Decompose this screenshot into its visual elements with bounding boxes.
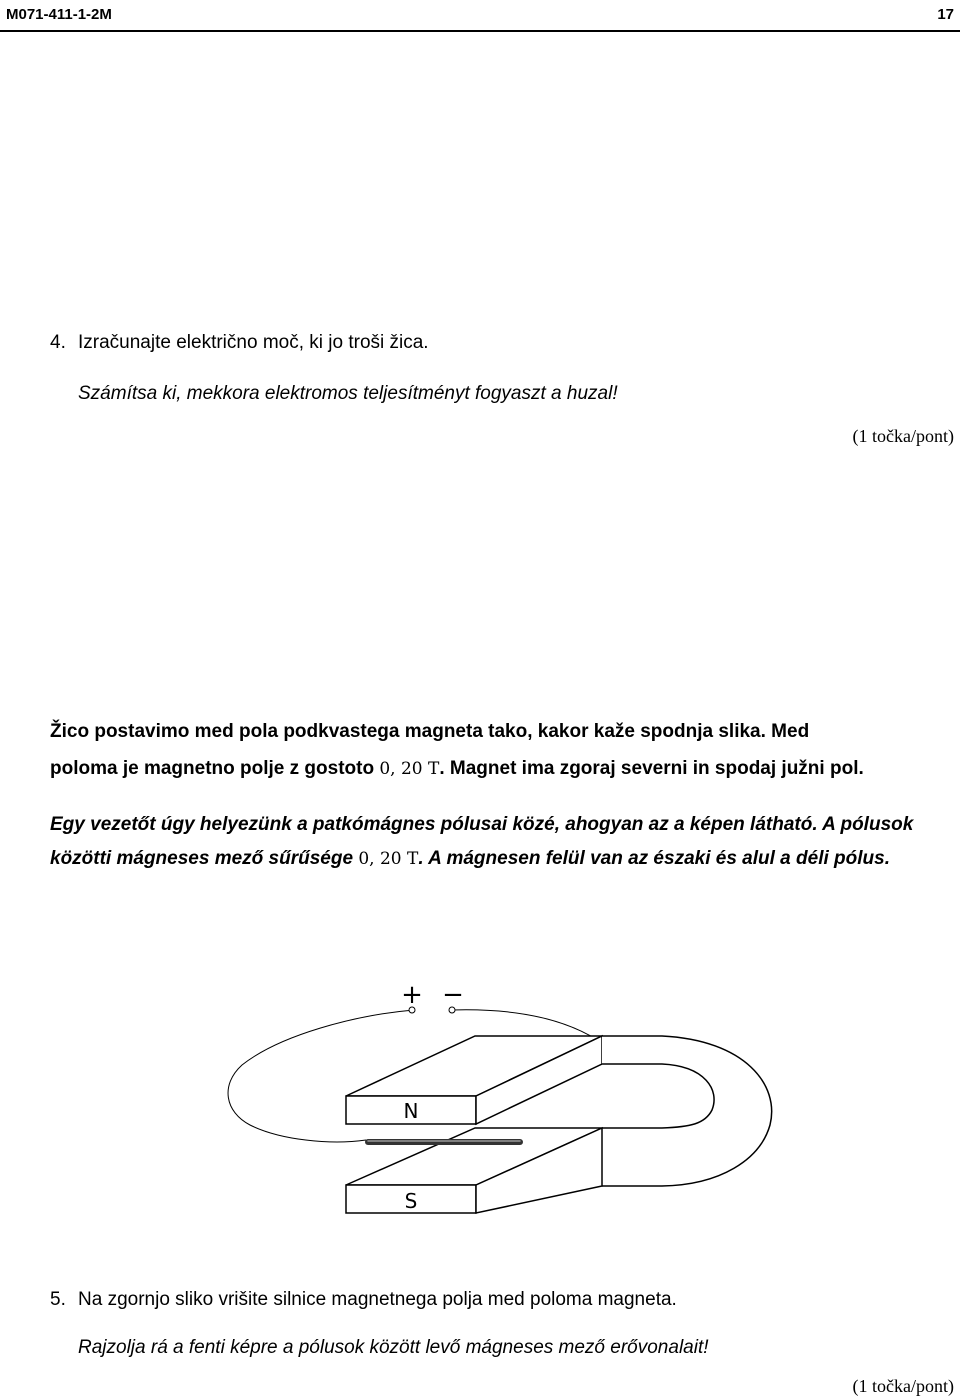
q5-points: (1 točka/pont) bbox=[852, 1376, 954, 1396]
intro-sl-line1: Žico postavimo med pola podkvastega magneta tako, kakor kaže spodnja slika. Med bbox=[50, 721, 810, 742]
field-density-value: 0, 20 T bbox=[379, 759, 440, 779]
intro-sl-line2-post: . Magnet ima zgoraj severni in spodaj južni pol. bbox=[439, 758, 864, 779]
q4-points: (1 točka/pont) bbox=[852, 426, 954, 446]
q5-text-slovenian: Na zgornjo sliko vrišite silnice magnetnega polja med poloma magneta. bbox=[78, 1289, 677, 1310]
field-density-value-hu: 0, 20 T bbox=[358, 849, 419, 869]
intro-hu-line1: Egy vezetőt úgy helyezünk a patkómágnes pólusai közé, ahogyan az a képen látható. A pólusok bbox=[50, 814, 914, 835]
q4-number: 4. bbox=[50, 332, 66, 353]
minus-sign: − bbox=[442, 980, 464, 1010]
document-code: M071-411-1-2M bbox=[6, 6, 112, 23]
magnet-bend-inner bbox=[602, 1064, 714, 1128]
page-number: 17 bbox=[937, 6, 954, 23]
q4-text-slovenian: Izračunajte električno moč, ki jo troši žica. bbox=[78, 332, 429, 353]
intro-hu-line2-pre: közötti mágneses mező sűrűsége bbox=[50, 848, 354, 869]
q4-text-hungarian: Számítsa ki, mekkora elektromos teljesítményt fogyaszt a huzal! bbox=[78, 383, 618, 404]
intro-sl-line2-pre: poloma je magnetno polje z gostoto bbox=[50, 758, 375, 779]
q5-number: 5. bbox=[50, 1289, 66, 1310]
plus-sign: + bbox=[401, 980, 423, 1010]
south-pole-label: S bbox=[404, 1189, 418, 1213]
intro-hu-line2-post: . A mágnesen felül van az északi és alul a déli pólus. bbox=[418, 848, 890, 869]
north-pole-label: N bbox=[403, 1099, 419, 1123]
q5-text-hungarian: Rajzolja rá a fenti képre a pólusok között levő mágneses mező erővonalait! bbox=[78, 1337, 709, 1358]
